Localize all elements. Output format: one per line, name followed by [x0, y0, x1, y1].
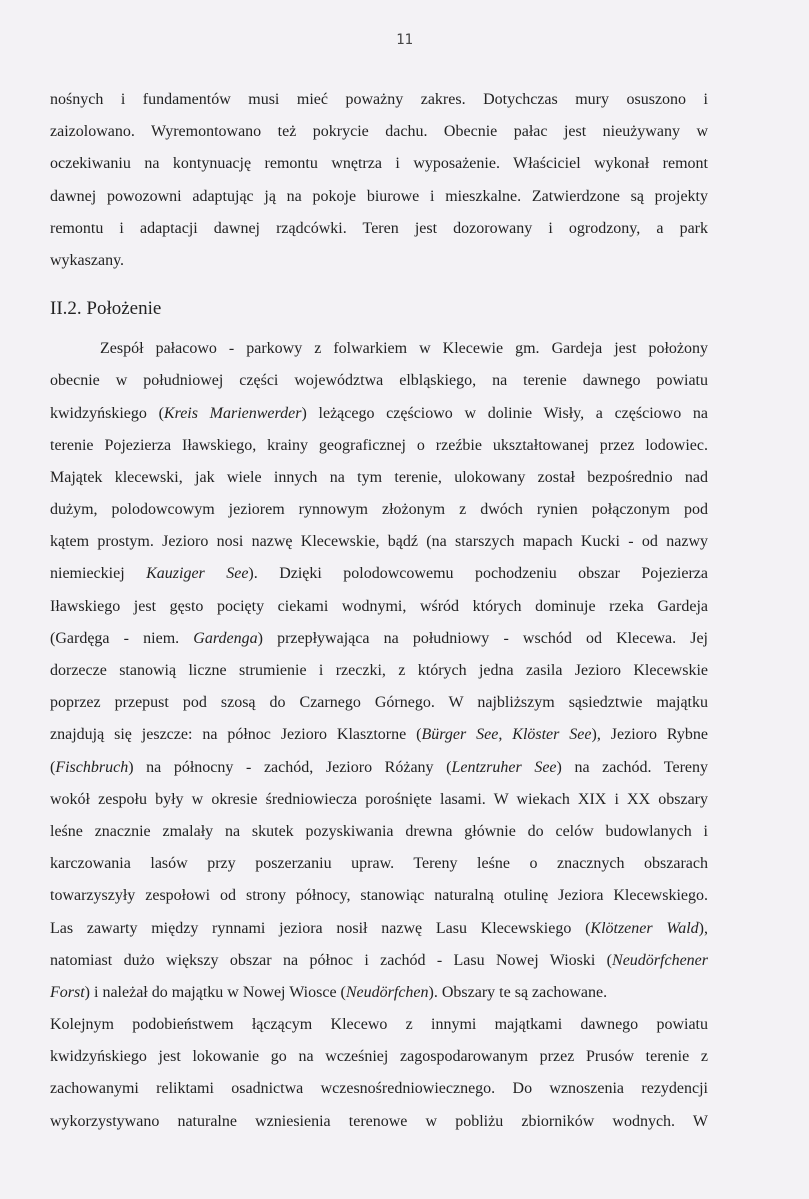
- german-name: Bürger See, Klöster See: [421, 726, 592, 744]
- text-line: oczekiwaniu na kontynuację remontu wnętrza i wyposażenie. Właściciel wykonał remont: [50, 155, 708, 173]
- german-name: Neudörfchener: [612, 951, 708, 969]
- section-heading: II.2. Położenie: [50, 298, 162, 320]
- text-line: Forst) i należał do majątku w Nowej Wiosce (Neudörfchen). Obszary te są zachowane.: [50, 983, 608, 1001]
- text-line: (Fischbruch) na północny - zachód, Jezioro Różany (Lentzruher See) na zachód. Tereny: [50, 758, 708, 776]
- text-line: leśne znacznie zmalały na skutek pozyskiwania drewna głównie do celów budowlanych i: [50, 822, 708, 840]
- text-line: kątem prostym. Jezioro nosi nazwę Klecewskie, bądź (na starszych mapach Kucki - od nazwy: [50, 533, 708, 551]
- text-line: dużym, polodowcowym jeziorem rynnowym złożonym z dwóch rynien połączonym pod: [50, 501, 708, 519]
- german-name: Klötzener Wald: [590, 919, 699, 937]
- german-name: Gardenga: [193, 629, 258, 647]
- text-line: remontu i adaptacji dawnej rządcówki. Teren jest dozorowany i ogrodzony, a park: [50, 219, 708, 237]
- text-line: towarzyszyły zespołowi od strony północy, stanowiąc naturalną otulinę Jeziora Klecewskiego.: [50, 887, 708, 905]
- text-line: dorzecze stanowią liczne strumienie i rzeczki, z których jedna zasila Jezioro Klecewskie: [50, 662, 708, 679]
- text-line: zaizolowano. Wyremontowano też pokrycie dachu. Obecnie pałac jest nieużywany w: [50, 123, 708, 141]
- german-name: Kreis Marienwerder: [163, 404, 302, 422]
- text-line: natomiast dużo większy obszar na północ i zachód - Lasu Nowej Wioski (Neudörfchener: [50, 951, 708, 969]
- page-number: 11: [396, 32, 413, 48]
- text-line: wykaszany.: [50, 251, 125, 269]
- text-line: dawnej powozowni adaptując ją na pokoje biurowe i mieszkalne. Zatwierdzone są projekty: [50, 187, 708, 205]
- paragraph-location: [50, 333, 708, 1009]
- text-line: zachowanymi reliktami osadnictwa wczesnośredniowiecznego. Do wznoszenia rezydencji: [50, 1080, 708, 1098]
- page-body: [50, 84, 708, 1138]
- german-name: Neudörfchen: [345, 983, 429, 1001]
- text-line: Iławskiego jest gęsto pocięty ciekami wodnymi, wśród których dominuje rzeka Gardeja: [50, 597, 708, 615]
- text-line: znajdują się jeszcze: na północ Jezioro Klasztorne (Bürger See, Klöster See), Jezioro Rybne: [50, 726, 709, 744]
- text-line: Majątek klecewski, jak wiele innych na tym terenie, ulokowany został bezpośrednio nad: [50, 468, 708, 486]
- text-line: wykorzystywano naturalne wzniesienia terenowe w pobliżu zbiorników wodnych. W: [50, 1112, 708, 1130]
- text-line: obecnie w południowej części województwa elbląskiego, na terenie dawnego powiatu: [50, 372, 708, 390]
- text-line: Las zawarty między rynnami jeziora nosił nazwę Lasu Klecewskiego (Klötzener Wald),: [50, 919, 708, 937]
- german-name: Kauziger See: [146, 565, 249, 583]
- german-name: Forst: [50, 983, 85, 1001]
- text-line: karczowania lasów przy poszerzaniu upraw. Tereny leśne o znacznych obszarach: [50, 855, 708, 873]
- text-line: kwidzyńskiego jest lokowanie go na wcześniej zagospodarowanym przez Prusów terenie z: [50, 1048, 708, 1066]
- german-name: Lentzruher See: [451, 758, 557, 776]
- text-line: terenie Pojezierza Iławskiego, krainy geograficznej o rzeźbie ukształtowanej przez lodowiec.: [50, 436, 708, 454]
- text-line: niemieckiej Kauziger See). Dzięki polodowcowemu pochodzeniu obszar Pojezierza: [50, 565, 708, 583]
- german-name: Fischbruch: [55, 758, 129, 776]
- text-line: Kolejnym podobieństwem łączącym Klecewo z innymi majątkami dawnego powiatu: [50, 1016, 708, 1034]
- text-line: wokół zespołu były w okresie średniowiecza porośnięte lasami. W wiekach XIX i XX obszary: [50, 790, 708, 808]
- text-line: kwidzyńskiego (Kreis Marienwerder) leżącego częściowo w dolinie Wisły, a częściowo na: [50, 404, 708, 422]
- text-line: (Gardęga - niem. Gardenga) przepływająca na południowy - wschód od Klecewa. Jej: [50, 629, 709, 647]
- text-line: nośnych i fundamentów musi mieć poważny zakres. Dotychczas mury osuszono i: [50, 91, 708, 108]
- text-line: Zespół pałacowo - parkowy z folwarkiem w Klecewie gm. Gardeja jest położony: [100, 340, 708, 358]
- paragraph-prussian-settlement: [50, 1009, 708, 1138]
- text-line: poprzez przepust pod szosą do Czarnego Górnego. W najbliższym sąsiedztwie majątku: [50, 694, 708, 712]
- paragraph-renovation: [50, 84, 708, 277]
